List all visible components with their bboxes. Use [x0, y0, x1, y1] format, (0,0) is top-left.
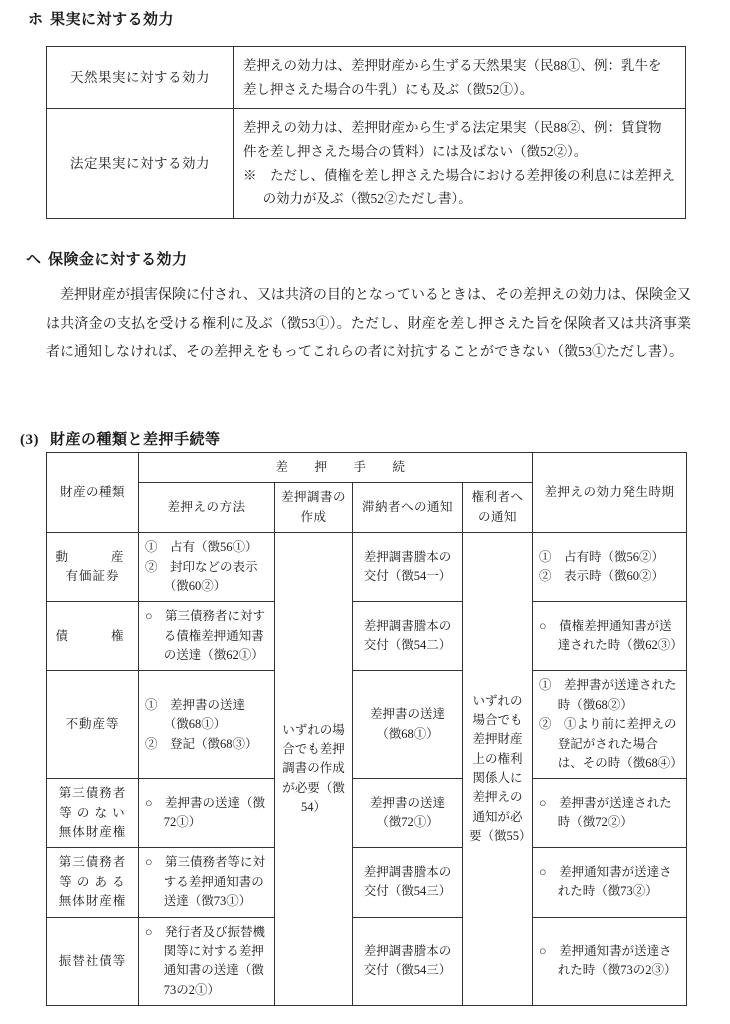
- table-row: [47, 533, 687, 602]
- natural-fruits-line-2: 差し押さえた場合の牛乳）にも及ぶ（徴52①）。: [243, 81, 534, 97]
- method-item: ○ 第三債務者に対する債権差押通知書の送達（徴62①）: [145, 609, 266, 662]
- method-item: ○ 差押書の送達（徴72①）: [145, 795, 266, 830]
- effect-item: ① 差押書が送達された時（徴68②）: [539, 678, 677, 712]
- notice-line-1: 差押調書謄本の: [363, 943, 452, 958]
- row-notice-claims: [353, 602, 463, 671]
- method-item: ② 登記（徴68③）: [145, 736, 258, 751]
- section-title-3: 財産の種類と差押手続等: [50, 432, 221, 448]
- row-effect-claims: [533, 602, 687, 671]
- header-effect-time: [533, 453, 687, 533]
- row-kind-line-2: 等 の あ る: [59, 874, 126, 889]
- cell-right-holder-shared: いずれの場合でも差押財産上の権利関係人に差押えの通知が必要（徴55）: [463, 533, 533, 1006]
- paragraph-insurance-effect: [46, 282, 691, 368]
- table-row: [47, 848, 687, 917]
- section-title-ho: 果実に対する効力: [50, 12, 175, 28]
- section-marker-ho: ホ: [28, 12, 44, 28]
- method-item: ② 封印などの表示（徴60②）: [145, 559, 258, 593]
- row-effect-movables: [533, 533, 687, 602]
- row-kind-line-1: 第三債務者: [58, 855, 127, 870]
- legal-fruits-note: ※ ただし、債権を差し押さえた場合における差押後の利息には差押えの効力が及ぶ（徴52②ただし書）。: [243, 167, 675, 207]
- table-fruits-effect: [46, 46, 686, 219]
- natural-fruits-line-1: 差押えの効力は、差押財産から生ずる天然果実（民88①、例：乳牛を: [243, 58, 662, 73]
- row-method-claims: [139, 602, 275, 671]
- notice-line-2: 交付（徴54三）: [363, 963, 452, 978]
- header-effect-time-line1: 差押えの効力発生時期: [544, 484, 675, 499]
- table-header-row-1: [47, 453, 687, 483]
- cell-record-shared: いずれの場合でも差押調書の作成が必要（徴54）: [275, 533, 353, 1006]
- section-title-he: 保険金に対する効力: [48, 252, 188, 268]
- row-kind-line-3: 無体財産権: [58, 894, 127, 909]
- method-item: ① 占有（徴56①）: [145, 540, 258, 555]
- row-notice-intangible-with-third-party: [353, 848, 463, 917]
- row-effect-intangible-with-third-party: [533, 848, 687, 917]
- table-row: [47, 779, 687, 848]
- legal-fruits-line-1: 差押えの効力は、差押財産から生ずる法定果実（民88②、例：賃貸物: [243, 120, 662, 136]
- notice-line-2: 交付（徴54二）: [363, 638, 452, 653]
- method-item: ○ 発行者及び振替機関等に対する差押通知書の送達（徴73の2①）: [145, 924, 266, 997]
- legal-fruits-body: [234, 109, 686, 219]
- notice-line-1: 差押調書謄本の: [363, 865, 452, 880]
- paragraph-text: 差押財産が損害保険に付され、又は共済の目的となっているときは、その差押えの効力は、保険金又は共済金の支払を受ける権利に及ぶ（徴53①）。ただし、財産を差し押さえた旨を保険者又は共済事業者に通知しなければ、その差押えをもってこれらの者に対抗することができない（徴53①ただし書）。: [46, 288, 691, 361]
- row-notice-intangible-no-third-party: [353, 779, 463, 848]
- row-kind-line-1: 振替社債等: [58, 953, 127, 968]
- natural-fruits-body: [234, 47, 686, 109]
- header-notice-delinquent: 滞納者への通知: [353, 483, 463, 533]
- effect-item: ① 占有時（徴56②）: [539, 549, 665, 564]
- row-method-movables: [139, 533, 275, 602]
- effect-item: ② 表示時（徴60②）: [539, 569, 665, 584]
- notice-line-2: （徴68①）: [376, 726, 439, 741]
- table-row: [47, 671, 687, 779]
- notice-line-1: 差押調書謄本の: [363, 549, 452, 564]
- section-marker-3: (3): [20, 432, 39, 448]
- row-notice-movables: [353, 533, 463, 602]
- notice-line-2: 交付（徴54一）: [363, 569, 452, 584]
- section-heading-3: [20, 428, 221, 449]
- legal-fruits-label: 法定果実に対する効力: [47, 109, 234, 219]
- header-method: 差押えの方法: [139, 483, 275, 533]
- section-marker-he: ヘ: [26, 252, 42, 268]
- section-heading-ho: [28, 8, 174, 29]
- row-kind-line-2: 有価証券: [65, 569, 120, 584]
- table-row: [47, 47, 686, 109]
- row-effect-realestate: [533, 671, 687, 779]
- row-kind-line-2: 等 の な い: [59, 805, 126, 820]
- row-method-intangible-no-third-party: [139, 779, 275, 848]
- method-item: ○ 第三債務者等に対する差押通知書の送達（徴73①）: [145, 855, 266, 909]
- notice-line-2: （徴72①）: [376, 815, 439, 830]
- row-effect-book-entry-bonds: [533, 917, 687, 1006]
- effect-item: ○ 債権差押通知書が送達された時（徴62③）: [539, 618, 683, 653]
- row-kind-line-1: 債 権: [55, 628, 130, 643]
- table-row: [47, 602, 687, 671]
- effect-item: ○ 差押書が送達された時（徴72②）: [539, 795, 672, 830]
- row-kind-book-entry-bonds: [47, 917, 139, 1006]
- row-kind-line-3: 無体財産権: [58, 825, 127, 839]
- section-heading-he: [26, 248, 188, 269]
- effect-item: ○ 差押通知書が送達された時（徴73の2③）: [539, 943, 677, 978]
- row-effect-intangible-no-third-party: [533, 779, 687, 848]
- notice-line-1: 差押書の送達: [369, 707, 445, 722]
- header-property-kind: 財産の種類: [47, 453, 139, 533]
- row-kind-line-1: 第三債務者: [58, 786, 127, 801]
- row-kind-intangible-no-third-party: [47, 779, 139, 848]
- notice-line-2: 交付（徴54三）: [363, 884, 452, 899]
- notice-line-1: 差押調書謄本の: [363, 618, 452, 633]
- header-notice-right-holder: 権利者への通知: [463, 483, 533, 533]
- legal-fruits-line-2: 件を差し押さえた場合の賃料）には及ばない（徴52②）。: [243, 143, 588, 159]
- header-record: 差押調書の作成: [275, 483, 353, 533]
- row-kind-realestate: [47, 671, 139, 779]
- header-procedure-group: 差 押 手 続: [139, 453, 533, 483]
- notice-line-1: 差押書の送達: [369, 795, 445, 810]
- natural-fruits-label: 天然果実に対する効力: [47, 47, 234, 109]
- row-notice-book-entry-bonds: [353, 917, 463, 1006]
- row-kind-intangible-with-third-party: [47, 848, 139, 917]
- row-notice-realestate: [353, 671, 463, 779]
- effect-item: ② ①より前に差押えの登記がされた場合は、その時（徴68④）: [539, 717, 683, 770]
- row-kind-movables: [47, 533, 139, 602]
- effect-item: ○ 差押通知書が送達された時（徴73②）: [539, 865, 672, 899]
- row-method-book-entry-bonds: [139, 917, 275, 1006]
- table-row: [47, 109, 686, 219]
- row-kind-line-1: 不動産等: [65, 717, 120, 732]
- row-kind-claims: [47, 602, 139, 671]
- row-method-intangible-with-third-party: [139, 848, 275, 917]
- table-row: [47, 917, 687, 1006]
- row-method-realestate: [139, 671, 275, 779]
- method-item: ① 差押書の送達（徴68①）: [145, 697, 246, 732]
- row-kind-line-1: 動 産: [55, 549, 130, 564]
- table-property-procedure: [46, 452, 687, 1006]
